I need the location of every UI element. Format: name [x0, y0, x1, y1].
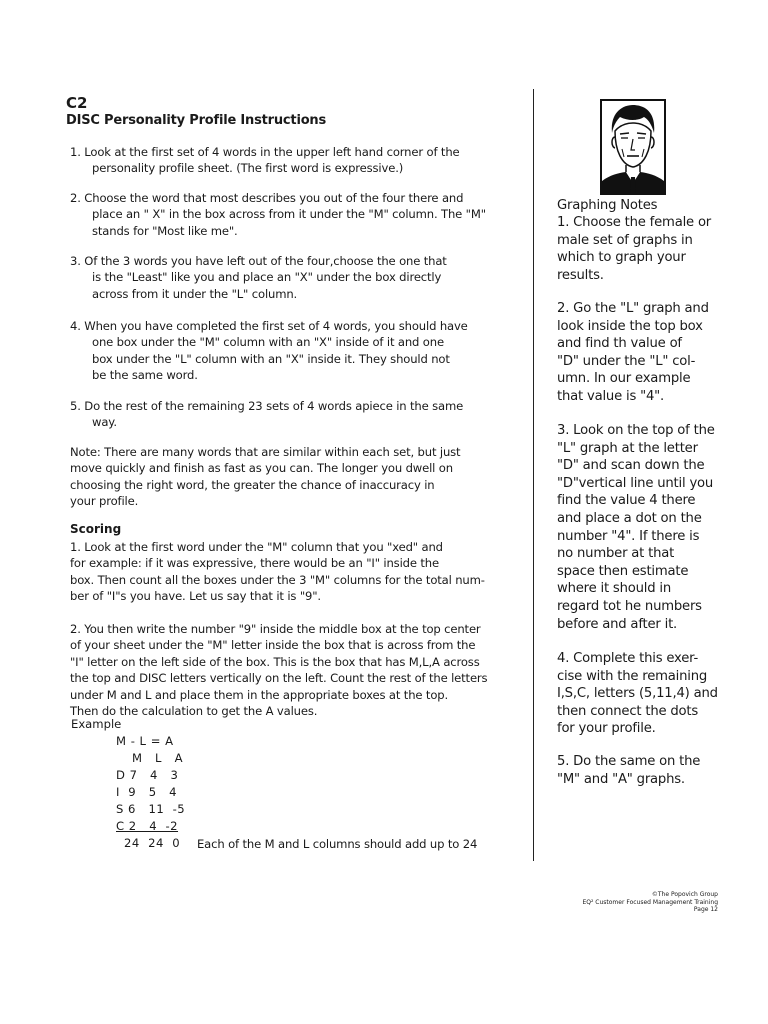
text-line: place an " X" in the box across from it under the "M" column. The "M": [92, 207, 486, 222]
text-line: which to graph your: [557, 250, 686, 266]
text-line: stands for "Most like me".: [92, 223, 238, 238]
example-total-note: Each of the M and L columns should add up to 24: [197, 837, 478, 851]
example-label: Example: [71, 717, 122, 731]
text-line: male set of graphs in: [557, 232, 693, 248]
text-line: 2. Choose the word that most describes you out of the four there and: [70, 191, 464, 205]
text-line: regard tot he numbers: [557, 598, 702, 614]
text-line: I,S,C, letters (5,11,4) and: [557, 686, 718, 702]
scoring-heading: Scoring: [70, 522, 122, 536]
footer-program: EQ² Customer Focused Management Training: [582, 898, 718, 906]
text-line: 1. Look at the first word under the "M" column that you "xed" and: [70, 540, 443, 554]
text-line: is the "Least" like you and place an "X" under the box directly: [92, 270, 442, 285]
text-line: 3. Look on the top of the: [557, 423, 715, 438]
text-line: 1. Choose the female or: [557, 215, 712, 230]
text-line: 2. You then write the number "9" inside the middle box at the top center: [70, 622, 481, 636]
example-row-c: C 2 4 -2: [116, 819, 179, 833]
graphing-notes-heading: Graphing Notes: [557, 198, 658, 213]
text-line: cise with the remaining: [557, 668, 708, 684]
text-line: space then estimate: [557, 563, 689, 579]
footer-page-number: Page 12: [693, 906, 718, 914]
text-line: look inside the top box: [557, 318, 703, 334]
footer-copyright: ©The Popovich Group: [651, 891, 718, 898]
text-line: choosing the right word, the greater the chance of inaccuracy in: [70, 477, 435, 492]
graphing-note-3: [557, 422, 715, 633]
text-line: your profile.: [70, 494, 139, 509]
text-line: and place a dot on the: [557, 510, 702, 526]
text-line: and find th value of: [557, 336, 682, 352]
scoring-paragraph-1: [70, 539, 485, 605]
text-line: one box under the "M" column with an "X" inside of it and one: [92, 335, 444, 350]
text-line: for example: if it was expressive, there would be an "I" inside the: [70, 556, 439, 571]
text-line: ber of "I"s you have. Let us say that it is "9".: [70, 589, 321, 604]
text-line: "D" and scan down the: [557, 458, 705, 474]
text-line: 5. Do the same on the: [557, 754, 701, 769]
text-line: of your sheet under the "M" letter inside the box that is across from the: [70, 638, 476, 653]
text-line: where it should in: [557, 581, 672, 597]
text-line: "I" letter on the left side of the box. This is the box that has M,L,A across: [70, 654, 480, 669]
graphing-note-4: [557, 650, 718, 738]
text-line: 2. Go the "L" graph and: [557, 301, 709, 316]
text-line: for your profile.: [557, 721, 656, 737]
text-line: the top and DISC letters vertically on the left. Count the rest of the letters: [70, 671, 488, 686]
text-line: box under the "L" column with an "X" inside it. They should not: [92, 351, 450, 366]
instruction-5: [70, 398, 463, 431]
text-line: before and after it.: [557, 616, 678, 632]
graphing-note-2: [557, 300, 709, 406]
text-line: "D" under the "L" col-: [557, 353, 696, 369]
example-row-s: S 6 11 -5: [116, 802, 186, 816]
text-line: personality profile sheet. (The first word is expressive.): [92, 161, 404, 176]
text-line: way.: [92, 415, 117, 430]
example-row-i: I 9 5 4: [116, 785, 178, 799]
section-code: C2: [66, 94, 88, 112]
text-line: 1. Look at the first set of 4 words in the upper left hand corner of the: [70, 145, 460, 159]
text-line: 3. Of the 3 words you have left out of the four,choose the one that: [70, 254, 447, 268]
text-line: be the same word.: [92, 368, 198, 383]
text-line: umn. In our example: [557, 371, 691, 387]
example-header: M L A: [132, 751, 184, 765]
instruction-3: [70, 253, 447, 302]
instruction-1: [70, 144, 460, 177]
graphing-note-5: [557, 753, 700, 788]
text-line: "M" and "A" graphs.: [557, 771, 685, 787]
example-totals: 24 24 0: [124, 836, 181, 850]
text-line: results.: [557, 267, 604, 283]
text-line: number "4". If there is: [557, 528, 700, 544]
text-line: 5. Do the rest of the remaining 23 sets of 4 words apiece in the same: [70, 399, 464, 413]
text-line: "D"vertical line until you: [557, 475, 714, 491]
text-line: box. Then count all the boxes under the 3 "M" columns for the total num-: [70, 572, 485, 587]
text-line: Note: There are many words that are similar within each set, but just: [70, 445, 461, 459]
column-divider: [533, 89, 534, 861]
text-line: that value is "4".: [557, 388, 665, 404]
note-paragraph: [70, 444, 460, 510]
example-formula: M - L = A: [116, 734, 174, 748]
text-line: 4. When you have completed the first set of 4 words, you should have: [70, 319, 468, 333]
text-line: then connect the dots: [557, 703, 699, 719]
page-footer: [582, 891, 718, 914]
text-line: 4. Complete this exer-: [557, 651, 699, 666]
text-line: Then do the calculation to get the A values.: [70, 704, 318, 719]
portrait-illustration-icon: [600, 99, 666, 195]
text-line: find the value 4 there: [557, 493, 696, 509]
instruction-4: [70, 318, 468, 384]
text-line: no number at that: [557, 546, 675, 562]
example-row-d: D 7 4 3: [116, 768, 179, 782]
instruction-2: [70, 190, 486, 239]
text-line: move quickly and finish as fast as you can. The longer you dwell on: [70, 461, 453, 476]
text-line: "L" graph at the letter: [557, 440, 698, 456]
text-line: under M and L and place them in the appropriate boxes at the top.: [70, 687, 449, 702]
text-line: across from it under the "L" column.: [92, 286, 298, 301]
scoring-paragraph-2: [70, 621, 487, 719]
graphing-note-1: [557, 214, 711, 284]
page-title: DISC Personality Profile Instructions: [66, 113, 327, 128]
